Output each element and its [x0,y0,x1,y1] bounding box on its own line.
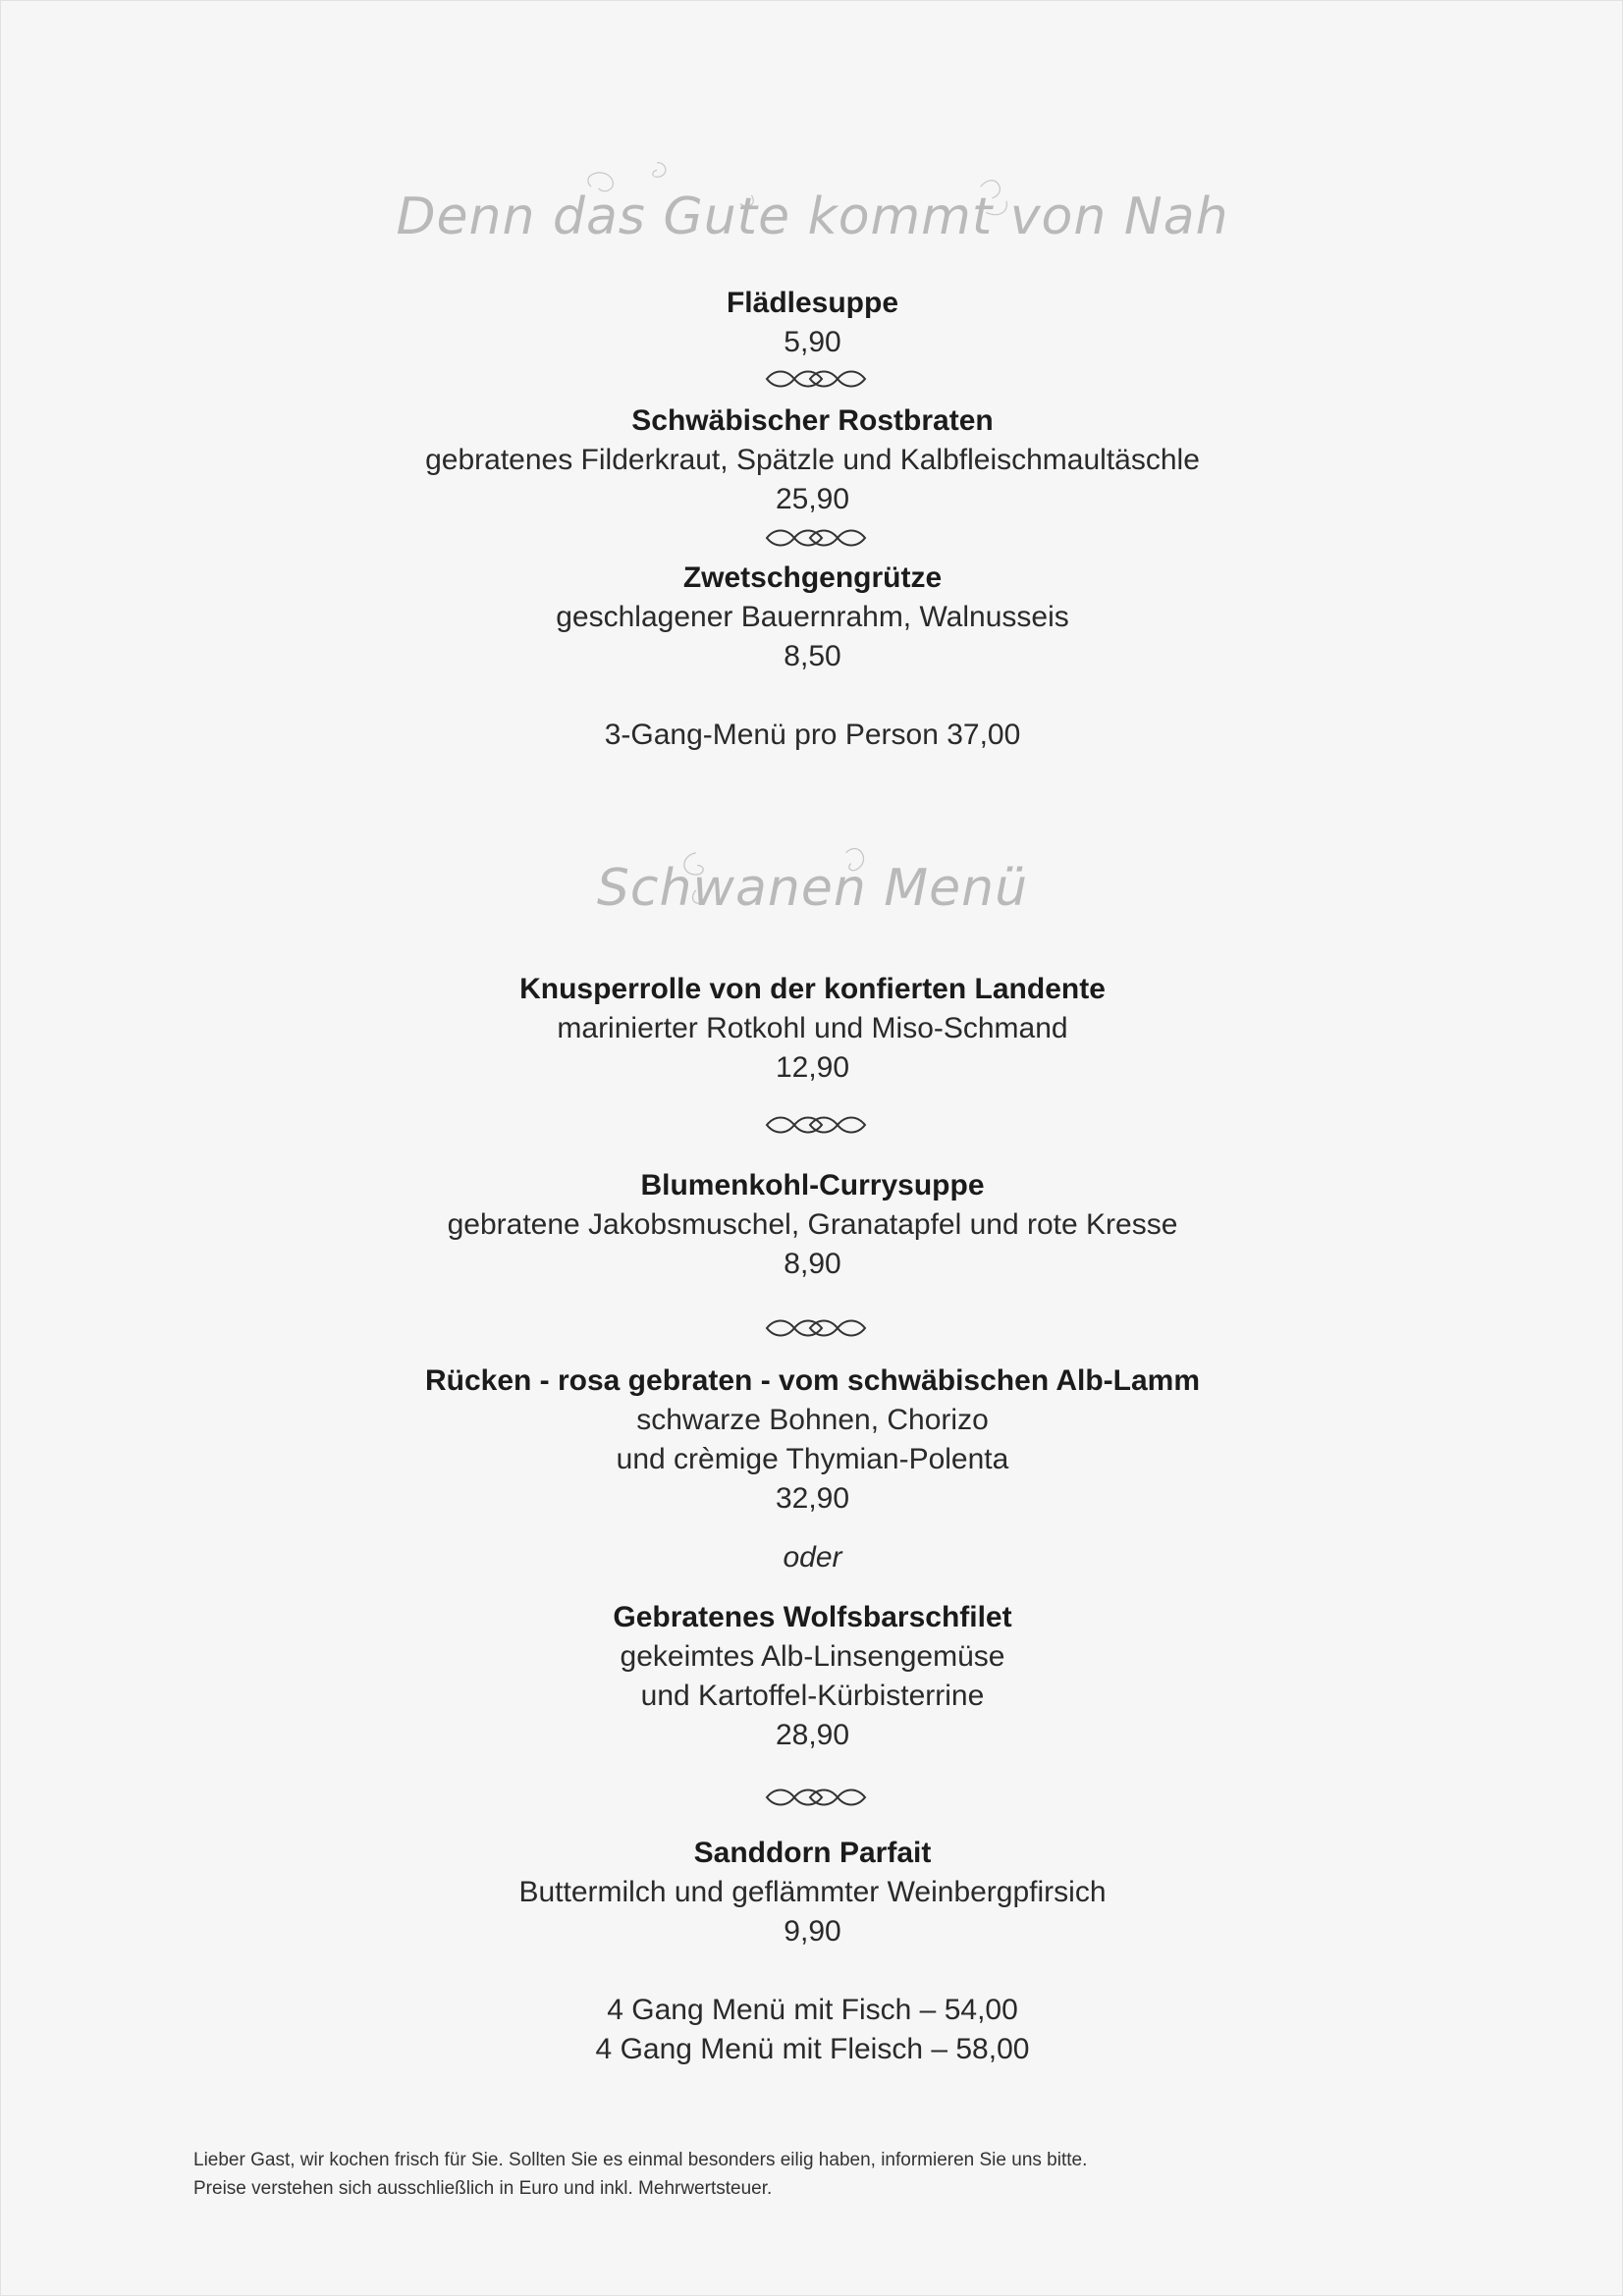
section-title-schwanen: Schwanen Menü [596,859,1029,918]
dish-name: Blumenkohl-Currysuppe [640,1169,985,1201]
dish-sanddorn-parfait [1,1834,1623,1951]
dish-alb-lamm [1,1362,1623,1519]
dish-description: gekeimtes Alb-Linsengemüse [620,1640,1005,1673]
dish-currysuppe [1,1166,1623,1284]
three-course-menu-price: 3-Gang-Menü pro Person 37,00 [604,719,1021,751]
dish-description: marinierter Rotkohl und Miso-Schmand [557,1012,1068,1044]
dish-price: 25,90 [775,483,850,515]
dish-description: gebratene Jakobsmuschel, Granatapfel und rote Kresse [447,1208,1178,1241]
dish-name: Flädlesuppe [726,287,899,319]
dish-description: und Kartoffel-Kürbisterrine [640,1680,985,1712]
dish-description: gebratenes Filderkraut, Spätzle und Kalbfleischmaultäschle [425,444,1200,476]
dish-wolfsbarsch [1,1598,1623,1755]
dish-price: 28,90 [775,1719,850,1751]
dish-price: 32,90 [775,1482,850,1515]
dish-description: schwarze Bohnen, Chorizo [636,1404,989,1436]
menu-price-meat: 4 Gang Menü mit Fleisch – 58,00 [595,2033,1030,2065]
dish-description: und crèmige Thymian-Polenta [616,1443,1009,1475]
dish-price: 8,50 [784,640,841,672]
ornament-divider [763,1785,869,1810]
ornament-divider [763,1112,869,1138]
dish-price: 5,90 [784,326,841,358]
menu-price-fish: 4 Gang Menü mit Fisch – 54,00 [607,1994,1018,2026]
footer-note [193,2146,1087,2203]
dish-price: 12,90 [775,1051,850,1084]
dish-rostbraten [1,401,1623,519]
dish-description: Buttermilch und geflämmter Weinbergpfirsich [518,1876,1107,1908]
dish-price: 9,90 [784,1915,841,1948]
ornament-divider [763,366,869,392]
dish-name: Sanddorn Parfait [693,1837,932,1869]
dish-description: geschlagener Bauernrahm, Walnusseis [556,601,1069,633]
dish-name: Schwäbischer Rostbraten [631,404,994,437]
four-course-menu-prices [1,1991,1623,2069]
dish-zwetschgengruetze [1,559,1623,676]
footer-line-1: Lieber Gast, wir kochen frisch für Sie. Sollten Sie es einmal besonders eilig haben, informieren Sie uns bitte. [193,2150,1088,2170]
ornament-divider [763,525,869,551]
dish-name: Gebratenes Wolfsbarschfilet [613,1601,1012,1633]
ornament-divider [763,1315,869,1341]
footer-line-2: Preise verstehen sich ausschließlich in Euro und inkl. Mehrwertsteuer. [193,2178,773,2199]
dish-price: 8,90 [784,1248,841,1280]
dish-name: Zwetschgengrütze [682,561,943,594]
dish-landente [1,970,1623,1088]
dish-name: Knusperrolle von der konfierten Landente [519,973,1106,1005]
section-title-nah: Denn das Gute kommt von Nah [396,187,1229,246]
dish-name: Rücken - rosa gebraten - vom schwäbischen Alb-Lamm [424,1364,1201,1397]
or-label: oder [783,1541,842,1574]
dish-fladlesuppe [1,284,1623,362]
